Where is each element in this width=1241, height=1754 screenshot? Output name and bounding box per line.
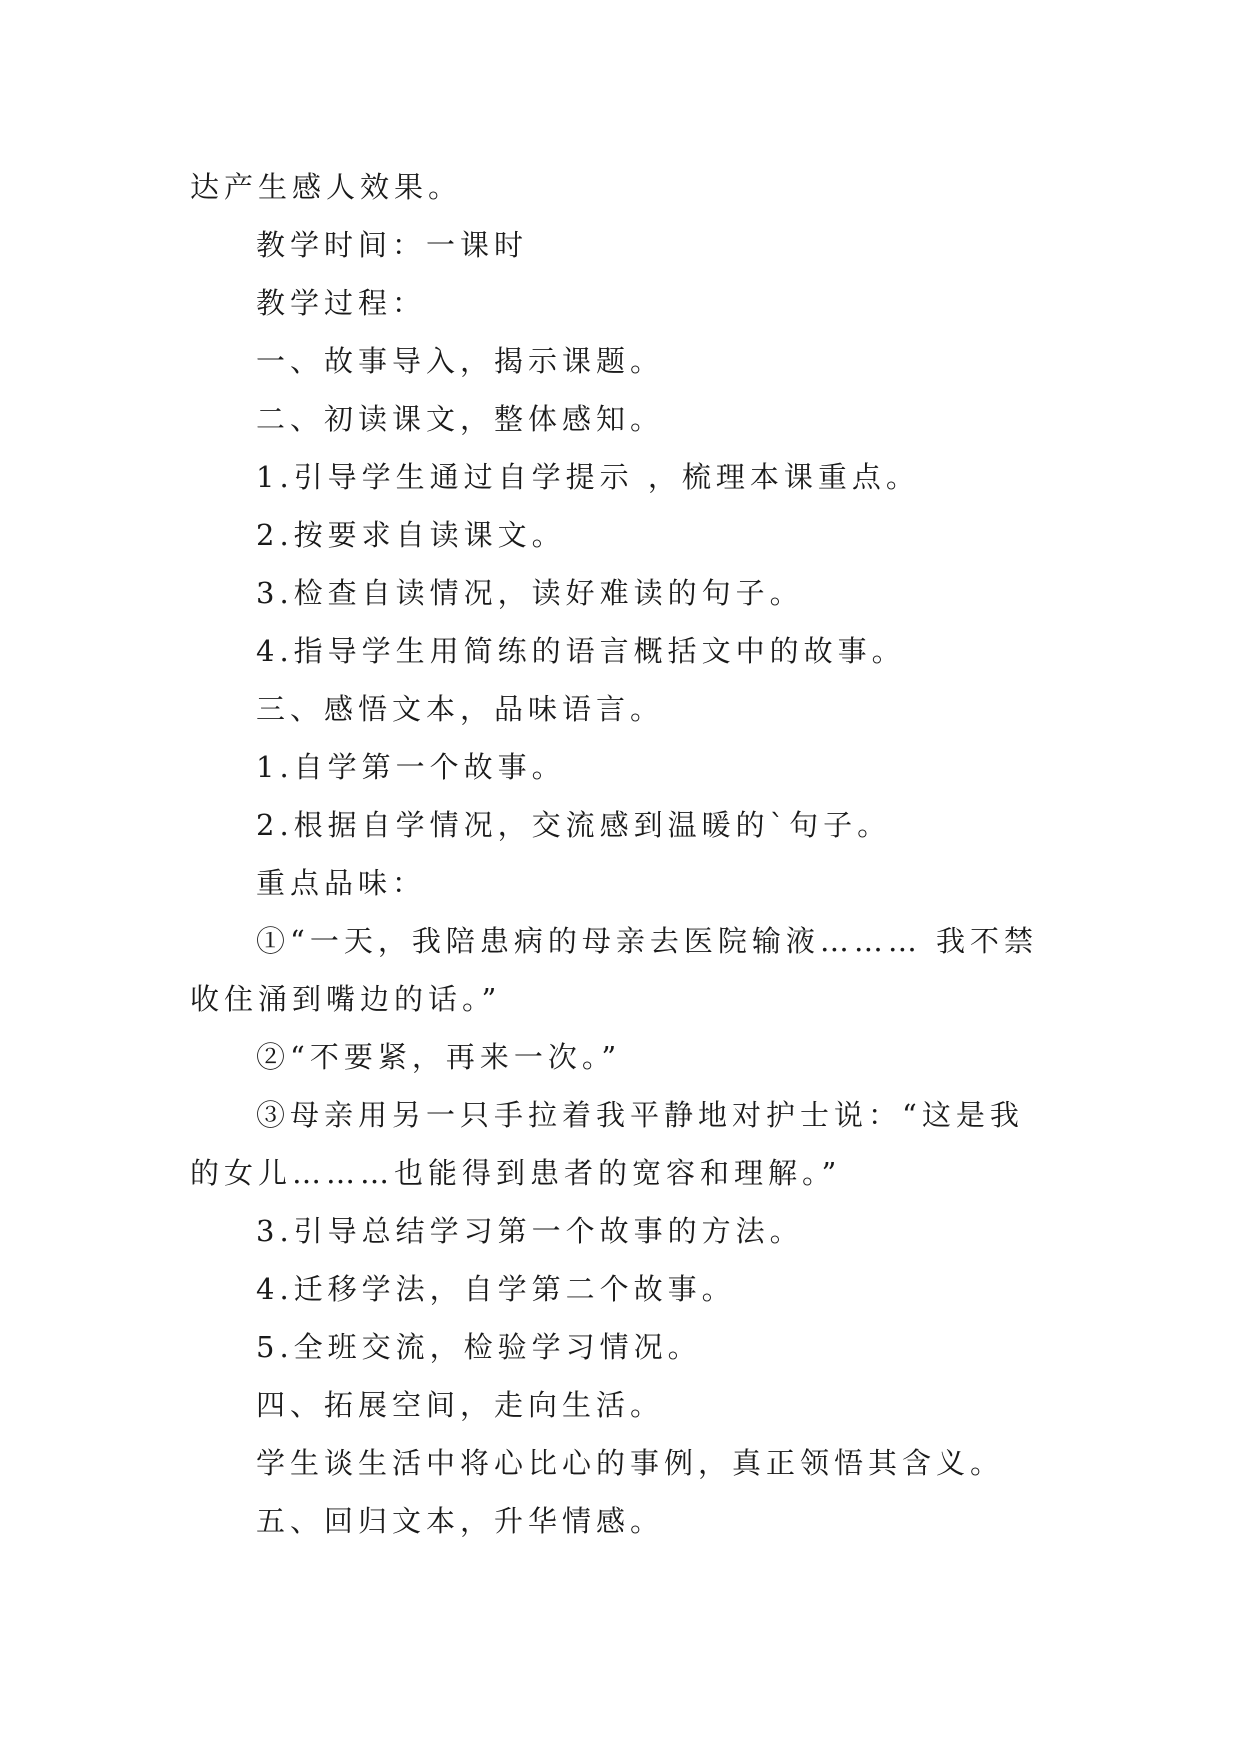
list-item: 1.引导学生通过自学提示 ，梳理本课重点。 (256, 460, 920, 494)
list-item: 2.按要求自读课文。 (256, 518, 566, 552)
list-item: 2.根据自学情况，交流感到温暖的`句子。 (256, 808, 892, 842)
section-heading-3: 三、感悟文本，品味语言。 (256, 692, 665, 726)
list-item: 4.迁移学法，自学第二个故事。 (256, 1272, 736, 1306)
section-heading-1: 一、故事导入，揭示课题。 (256, 344, 665, 378)
paragraph-teaching-time: 教学时间：一课时 (256, 228, 529, 262)
paragraph-teaching-process: 教学过程： (256, 286, 427, 320)
paragraph-continuation: 达产生感人效果。 (190, 170, 463, 204)
section-heading-5: 五、回归文本，升华情感。 (256, 1504, 665, 1538)
paragraph-life-examples: 学生谈生活中将心比心的事例，真正领悟其含义。 (256, 1446, 1005, 1480)
section-heading-2: 二、初读课文，整体感知。 (256, 402, 665, 436)
quote-item-1: ①“一天，我陪患病的母亲去医院输液……… 我不禁收住涌到嘴边的话。” (190, 924, 1039, 1016)
quote-item-2: ②“不要紧，再来一次。” (256, 1040, 622, 1074)
quote-item-3: ③母亲用另一只手拉着我平静地对护士说：“这是我的女儿………也能得到患者的宽容和理解。” (190, 1098, 1024, 1190)
list-item: 3.检查自读情况，读好难读的句子。 (256, 576, 804, 610)
paragraph-key-points: 重点品味： (256, 866, 427, 900)
list-item: 3.引导总结学习第一个故事的方法。 (256, 1214, 804, 1248)
document-body (190, 158, 1050, 1550)
list-item: 1.自学第一个故事。 (256, 750, 566, 784)
list-item: 5.全班交流，检验学习情况。 (256, 1330, 702, 1364)
list-item: 4.指导学生用简练的语言概括文中的故事。 (256, 634, 906, 668)
section-heading-4: 四、拓展空间，走向生活。 (256, 1388, 665, 1422)
